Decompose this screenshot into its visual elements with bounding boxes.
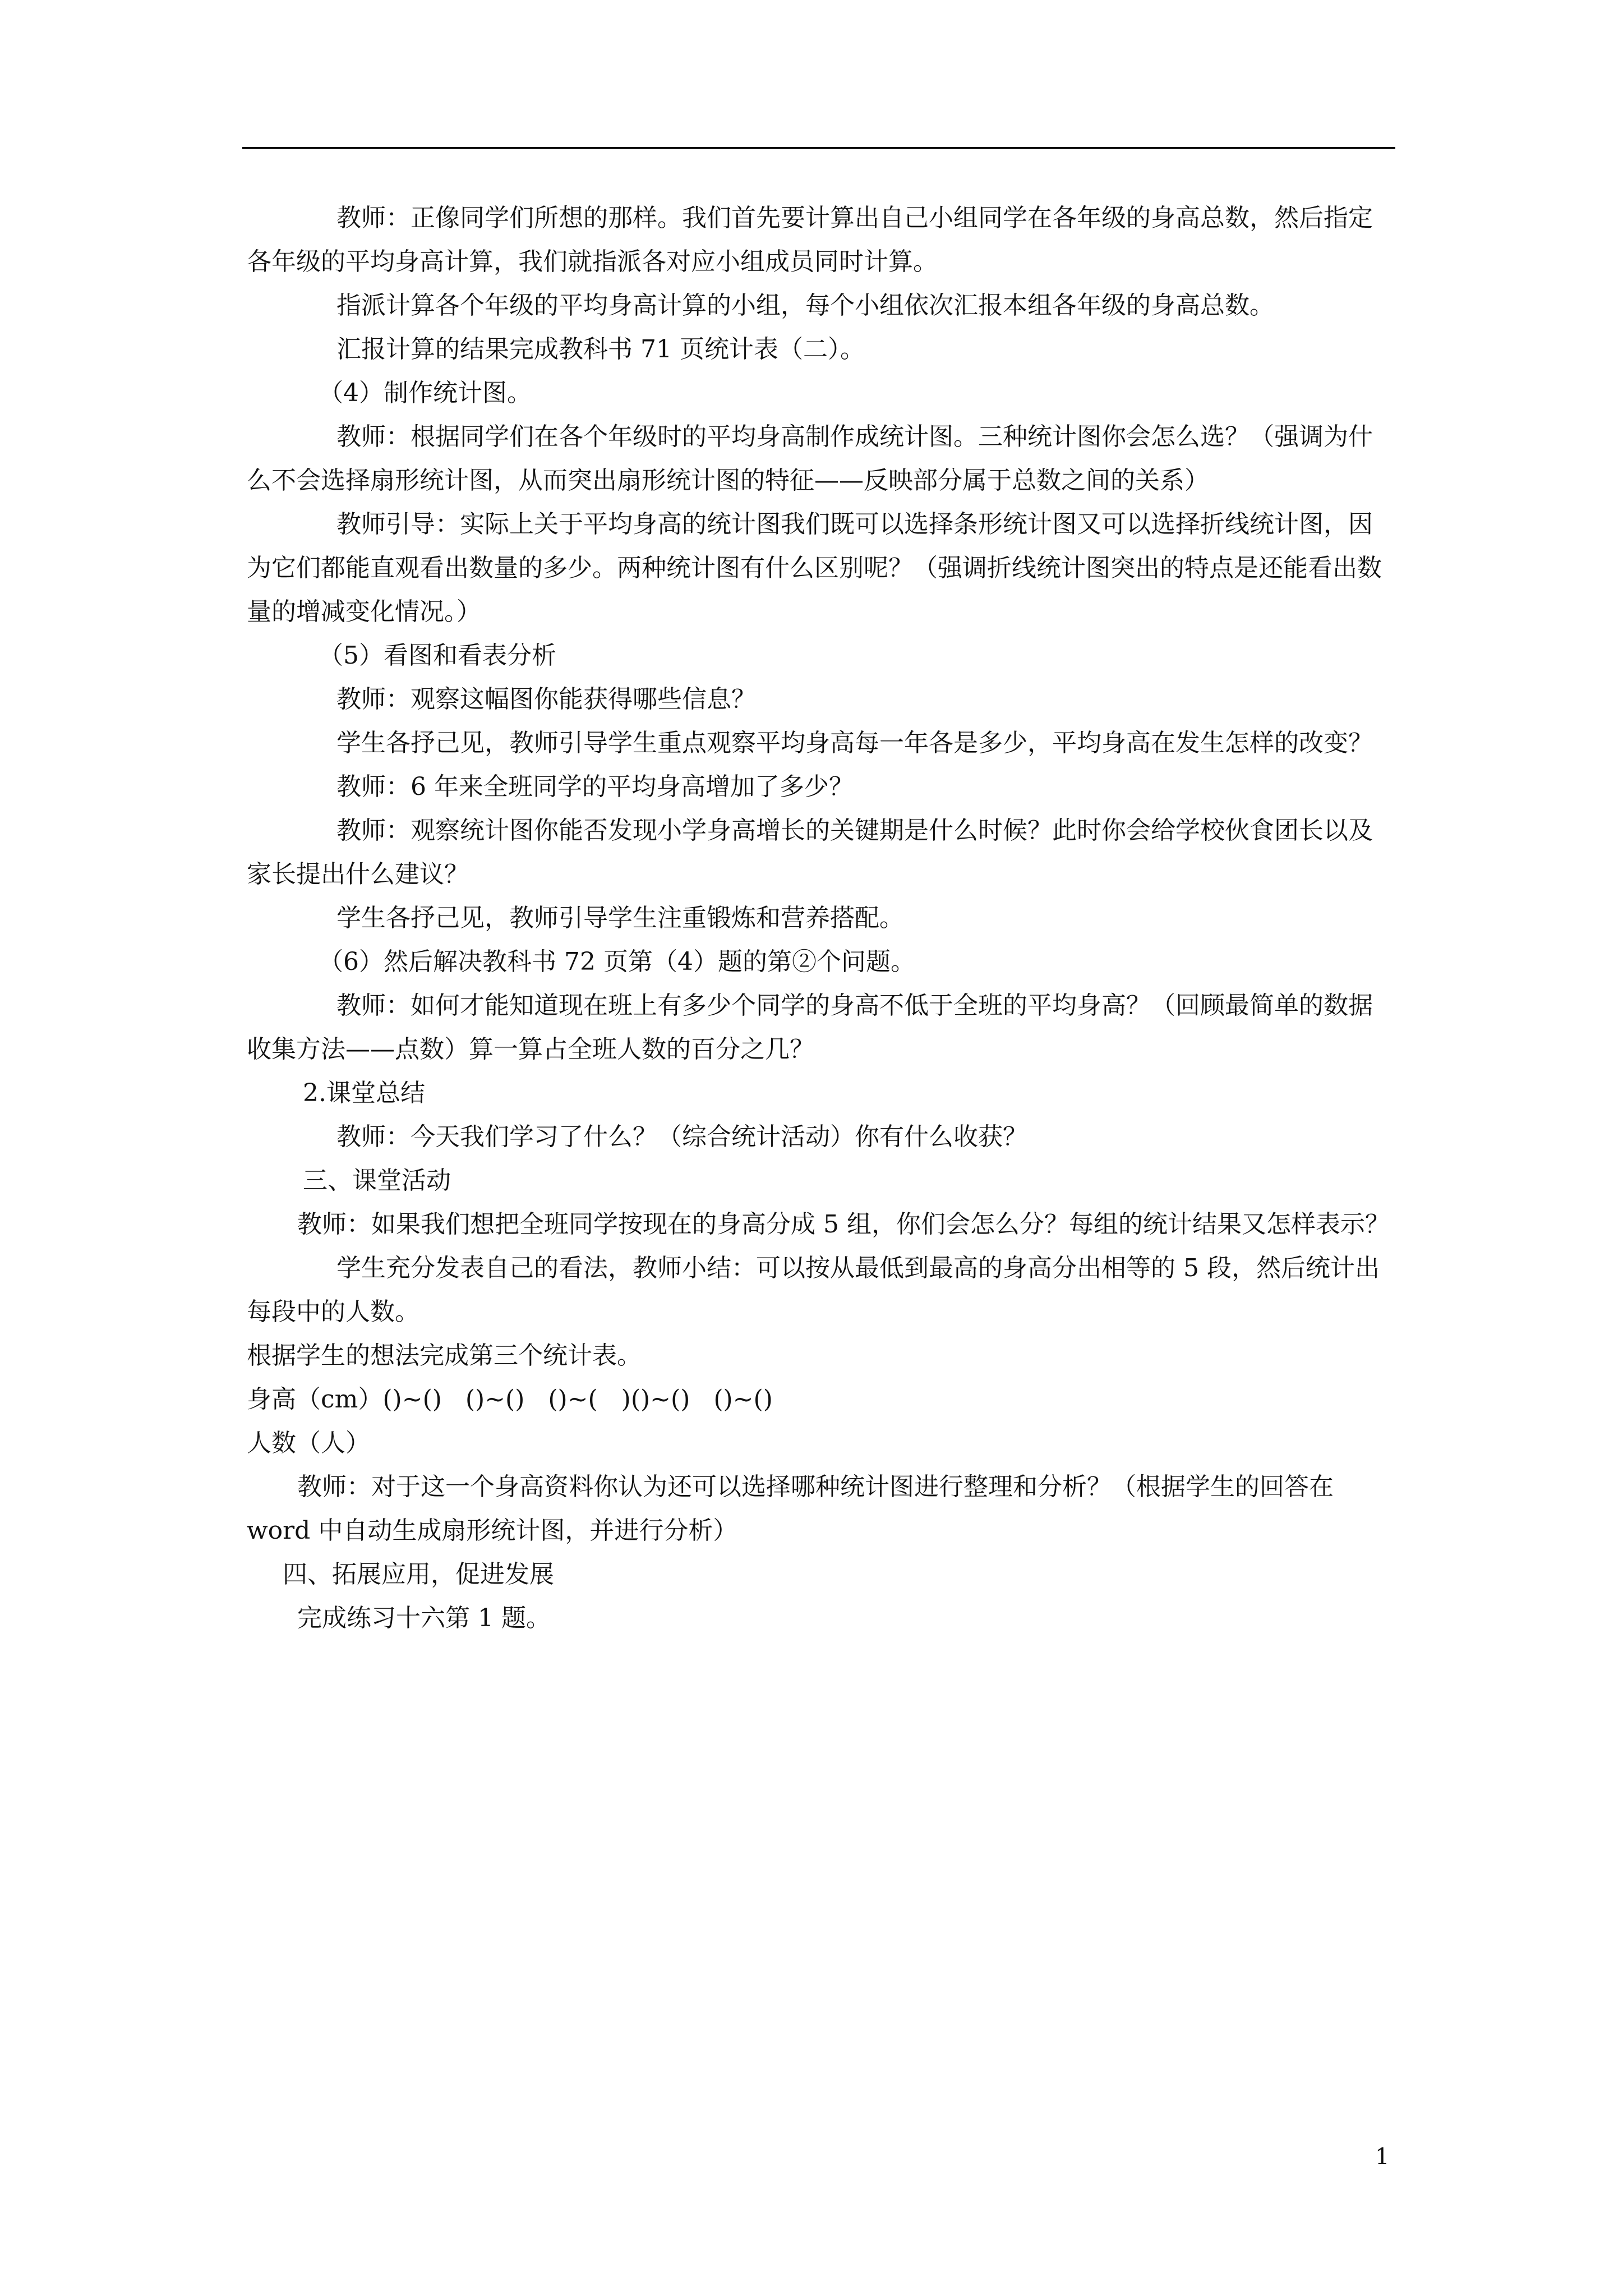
header-rule bbox=[242, 147, 1395, 149]
paragraph: 教师：观察这幅图你能获得哪些信息？ bbox=[336, 685, 756, 714]
paragraph: 教师：如果我们想把全班同学按现在的身高分成 5 组，你们会怎么分？每组的统计结果又怎样表示？ bbox=[297, 1210, 1390, 1239]
paragraph: 学生各抒己见，教师引导学生重点观察平均身高每一年各是多少，平均身高在发生怎样的改变？ bbox=[336, 729, 1373, 757]
paragraph: 教师：观察统计图你能否发现小学身高增长的关键期是什么时候？此时你会给学校伙食团长以及家长提出什么建议？ bbox=[247, 816, 1373, 889]
paragraph: 教师：正像同学们所想的那样。我们首先要计算出自己小组同学在各年级的身高总数，然后指定各年级的平均身高计算，我们就指派各对应小组成员同时计算。 bbox=[247, 204, 1373, 276]
page-number: 1 bbox=[1375, 2144, 1390, 2170]
paragraph: 完成练习十六第 1 题。 bbox=[297, 1604, 551, 1632]
section-heading: （4）制作统计图。 bbox=[319, 379, 532, 407]
table-row-count: 人数（人） bbox=[247, 1429, 370, 1457]
paragraph: 教师：6 年来全班同学的平均身高增加了多少？ bbox=[336, 772, 854, 801]
paragraph: 学生各抒己见，教师引导学生注重锻炼和营养搭配。 bbox=[336, 904, 904, 932]
paragraph: 教师：根据同学们在各个年级时的平均身高制作成统计图。三种统计图你会怎么选？（强调为什么不会选择扇形统计图，从而突出扇形统计图的特征——反映部分属于总数之间的关系） bbox=[247, 422, 1373, 495]
section-heading: 三、课堂活动 bbox=[303, 1166, 451, 1195]
section-heading: 四、拓展应用，促进发展 bbox=[283, 1560, 554, 1589]
paragraph: 教师：对于这一个身高资料你认为还可以选择哪种统计图进行整理和分析？（根据学生的回答在 word 中自动生成扇形统计图，并进行分析） bbox=[247, 1473, 1341, 1545]
table-row-height: 身高（cm）()~() ()~() ()~( )()~() ()~() bbox=[247, 1385, 773, 1414]
paragraph: 汇报计算的结果完成教科书 71 页统计表（二）。 bbox=[336, 335, 865, 364]
section-heading: （6）然后解决教科书 72 页第（4）题的第②个问题。 bbox=[319, 947, 915, 976]
section-heading: （5）看图和看表分析 bbox=[319, 641, 556, 670]
paragraph: 指派计算各个年级的平均身高计算的小组，每个小组依次汇报本组各年级的身高总数。 bbox=[336, 291, 1274, 320]
paragraph: 学生充分发表自己的看法，教师小结：可以按从最低到最高的身高分出相等的 5 段，然后统计出每段中的人数。 bbox=[247, 1254, 1380, 1326]
paragraph: 教师：今天我们学习了什么？（综合统计活动）你有什么收获？ bbox=[336, 1122, 1027, 1151]
document-body bbox=[247, 196, 1396, 1640]
paragraph: 教师引导：实际上关于平均身高的统计图我们既可以选择条形统计图又可以选择折线统计图，因为它们都能直观看出数量的多少。两种统计图有什么区别呢？（强调折线统计图突出的特点是还能看出数量的增减变化情况。） bbox=[247, 510, 1382, 626]
paragraph: 根据学生的想法完成第三个统计表。 bbox=[247, 1341, 642, 1370]
paragraph: 教师：如何才能知道现在班上有多少个同学的身高不低于全班的平均身高？（回顾最简单的数据收集方法——点数）算一算占全班人数的百分之几？ bbox=[247, 991, 1373, 1064]
section-heading: 2.课堂总结 bbox=[303, 1079, 425, 1107]
